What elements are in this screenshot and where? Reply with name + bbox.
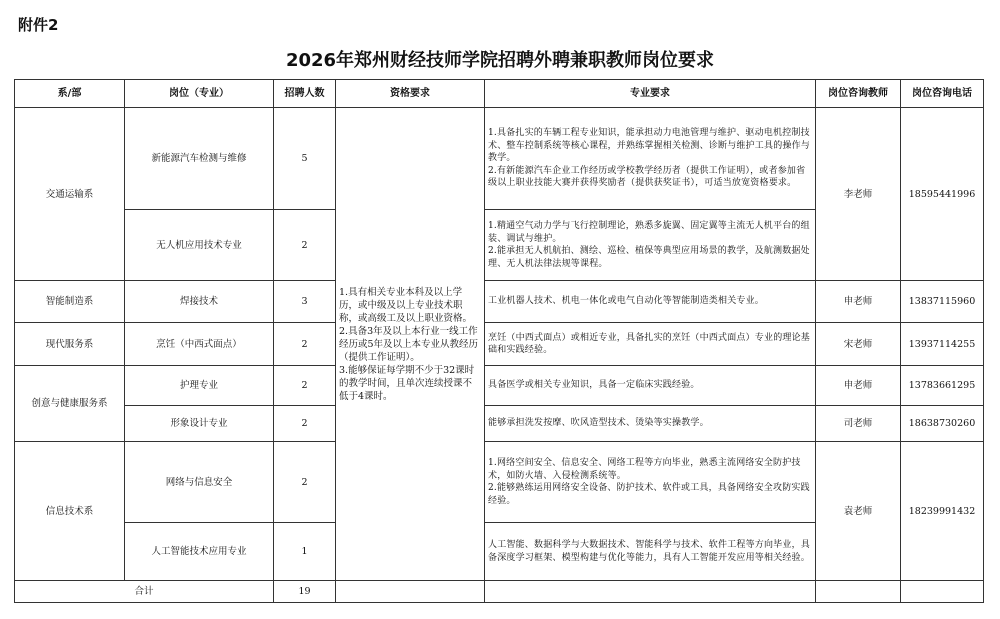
position-cell: 无人机应用技术专业 xyxy=(125,210,274,281)
count-cell: 2 xyxy=(274,323,336,366)
paragraph: 1.具备扎实的车辆工程专业知识，能承担动力电池管理与维护、驱动电机控制技术、整车控制系统等核心课程，并熟练掌握相关检测、诊断与维护工具的操作与教学。 xyxy=(488,128,811,164)
header-count: 招聘人数 xyxy=(274,80,336,108)
empty-cell xyxy=(485,581,816,603)
paragraph: 工业机器人技术、机电一体化或电气自动化等智能制造类相关专业。 xyxy=(488,296,765,307)
dept-cell: 智能制造系 xyxy=(15,281,125,323)
paragraph: 2.具备3年及以上本行业一线工作经历或5年及以上本专业从教经历（提供工作证明）。 xyxy=(339,325,479,363)
table-row xyxy=(15,442,984,523)
paragraph: 具备医学或相关专业知识，具备一定临床实践经验。 xyxy=(488,380,700,391)
header-requirement: 专业要求 xyxy=(485,80,816,108)
requirement-cell xyxy=(485,323,816,366)
dept-cell: 现代服务系 xyxy=(15,323,125,366)
paragraph: 能够承担洗发按摩、吹风造型技术、烫染等实操教学。 xyxy=(488,418,709,429)
paragraph: 2.有新能源汽车企业工作经历或学校教学经历者（提供工作证明），或者参加省级以上职业技能大赛并获得奖励者（提供获奖证书），可适当放宽资格要求。 xyxy=(488,165,806,189)
requirement-cell xyxy=(485,442,816,523)
paragraph: 3.能够保证每学期不少于32课时的教学时间，且单次连续授课不低于4课时。 xyxy=(339,364,475,402)
empty-cell xyxy=(901,581,984,603)
paragraph: 1.精通空气动力学与飞行控制理论，熟悉多旋翼、固定翼等主流无人机平台的组装、调试与维护。 xyxy=(488,221,810,244)
requirement-cell xyxy=(485,406,816,442)
header-qualification: 资格要求 xyxy=(336,80,485,108)
phone-cell: 13937114255 xyxy=(901,323,984,366)
position-cell: 网络与信息安全 xyxy=(125,442,274,523)
count-cell: 5 xyxy=(274,108,336,210)
header-row xyxy=(15,80,984,108)
qualification-cell xyxy=(336,108,485,581)
paragraph: 2.能承担无人机航拍、测绘、巡检、植保等典型应用场景的教学，及航测数据处理、无人机法律法规等课程。 xyxy=(488,246,810,269)
teacher-cell: 宋老师 xyxy=(816,323,901,366)
count-cell: 2 xyxy=(274,210,336,281)
attachment-label: 附件2 xyxy=(18,16,59,34)
count-cell: 1 xyxy=(274,523,336,581)
positions-table xyxy=(14,79,984,603)
position-cell: 人工智能技术应用专业 xyxy=(125,523,274,581)
table-row xyxy=(15,323,984,366)
count-cell: 3 xyxy=(274,281,336,323)
total-count: 19 xyxy=(274,581,336,603)
document-title: 2026年郑州财经技师学院招聘外聘兼职教师岗位要求 xyxy=(285,50,715,71)
total-row xyxy=(15,581,984,603)
paragraph: 1.网络空间安全、信息安全、网络工程等方向毕业，熟悉主流网络安全防护技术，如防火墙、入侵检测系统等。 xyxy=(488,458,801,481)
phone-cell: 13783661295 xyxy=(901,366,984,406)
position-cell: 焊接技术 xyxy=(125,281,274,323)
paragraph: 2.能够熟练运用网络安全设备、防护技术、软件或工具，具备网络安全攻防实践经验。 xyxy=(488,483,810,506)
teacher-cell: 申老师 xyxy=(816,366,901,406)
empty-cell xyxy=(336,581,485,603)
phone-cell: 13837115960 xyxy=(901,281,984,323)
total-label: 合计 xyxy=(15,581,274,603)
requirement-cell xyxy=(485,366,816,406)
dept-cell: 创意与健康服务系 xyxy=(15,366,125,442)
phone-cell: 18239991432 xyxy=(901,442,984,581)
empty-cell xyxy=(816,581,901,603)
dept-cell: 信息技术系 xyxy=(15,442,125,581)
paragraph: 人工智能、数据科学与大数据技术、智能科学与技术、软件工程等方向毕业，具备深度学习框架、模型构建与优化等能力，具有人工智能开发应用等相关经验。 xyxy=(488,540,811,563)
paragraph: 1.具有相关专业本科及以上学历，或中级及以上专业技术职称，或高级工及以上职业资格。 xyxy=(339,286,473,324)
header-position: 岗位（专业） xyxy=(125,80,274,108)
count-cell: 2 xyxy=(274,442,336,523)
position-cell: 护理专业 xyxy=(125,366,274,406)
teacher-cell: 李老师 xyxy=(816,108,901,281)
phone-cell: 18595441996 xyxy=(901,108,984,281)
requirement-cell xyxy=(485,108,816,210)
count-cell: 2 xyxy=(274,366,336,406)
teacher-cell: 司老师 xyxy=(816,406,901,442)
table-row xyxy=(15,108,984,210)
position-cell: 烹饪（中西式面点） xyxy=(125,323,274,366)
teacher-cell: 袁老师 xyxy=(816,442,901,581)
table-row xyxy=(15,366,984,406)
header-phone: 岗位咨询电话 xyxy=(901,80,984,108)
table-row xyxy=(15,281,984,323)
position-cell: 形象设计专业 xyxy=(125,406,274,442)
teacher-cell: 申老师 xyxy=(816,281,901,323)
paragraph: 烹饪（中西式面点）或相近专业，具备扎实的烹饪（中西式面点）专业的理论基础和实践经验。 xyxy=(488,332,811,355)
dept-cell: 交通运输系 xyxy=(15,108,125,281)
header-teacher: 岗位咨询教师 xyxy=(816,80,901,108)
phone-cell: 18638730260 xyxy=(901,406,984,442)
requirement-cell xyxy=(485,281,816,323)
header-dept: 系/部 xyxy=(15,80,125,108)
table-row xyxy=(15,406,984,442)
requirement-cell xyxy=(485,210,816,281)
requirement-cell xyxy=(485,523,816,581)
position-cell: 新能源汽车检测与维修 xyxy=(125,108,274,210)
count-cell: 2 xyxy=(274,406,336,442)
